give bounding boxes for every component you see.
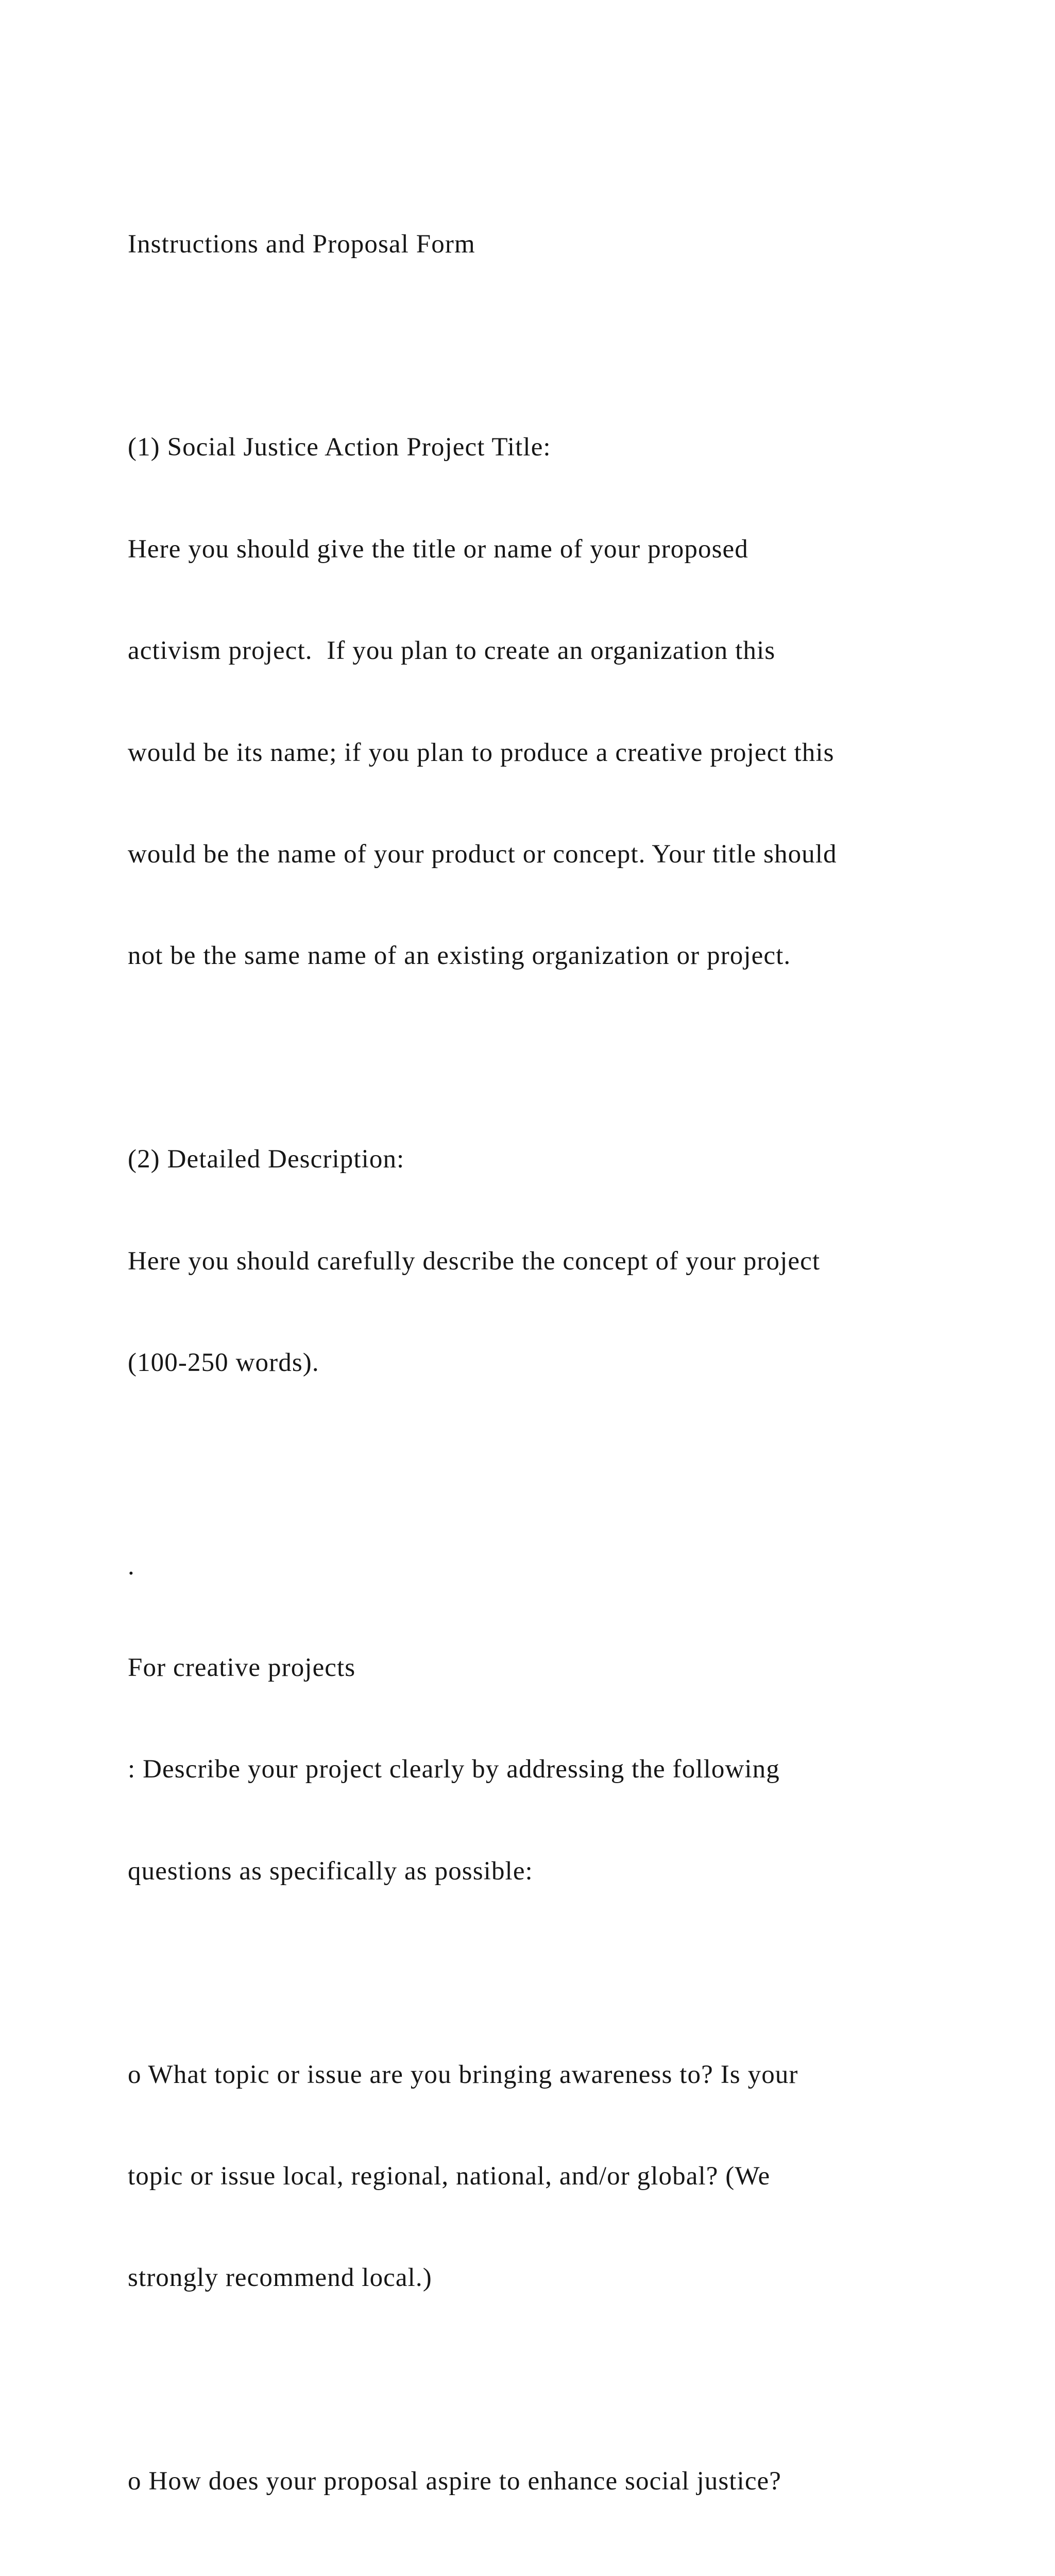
text-line: would be the name of your product or concept. Your title should <box>128 839 837 869</box>
section-heading-detailed-description: (2) Detailed Description: <box>128 1145 405 1174</box>
blank-line <box>128 329 973 363</box>
text-line: would be its name; if you plan to produce a creative project this <box>128 738 835 767</box>
text-line: Here you should carefully describe the concept of your project <box>128 1246 821 1276</box>
text-line: activism project. If you plan to create an organization this <box>128 636 776 666</box>
blank-line <box>128 1448 973 1482</box>
text-line: not be the same name of an existing organization or project. <box>128 941 791 971</box>
bullet-marker: . <box>128 1551 135 1581</box>
blank-line <box>128 1041 973 1075</box>
list-item-continuation: topic or issue local, regional, national, and/or global? (We <box>128 2162 771 2191</box>
blank-line <box>128 1956 973 1990</box>
list-item: o What topic or issue are you bringing awareness to? Is your <box>128 2060 798 2089</box>
subheading-creative-projects: For creative projects <box>128 1653 356 1683</box>
text-line: : Describe your project clearly by addressing the following <box>128 1755 780 1784</box>
text-line: Here you should give the title or name of your proposed <box>128 534 748 564</box>
document-body <box>128 160 973 2576</box>
blank-line <box>128 2363 973 2397</box>
list-item: o How does your proposal aspire to enhance social justice? <box>128 2467 782 2496</box>
text-line: (100-250 words). <box>128 1348 319 1377</box>
list-item-continuation: strongly recommend local.) <box>128 2263 432 2293</box>
section-heading-project-title: (1) Social Justice Action Project Title: <box>128 433 551 462</box>
text-line: questions as specifically as possible: <box>128 1856 533 1886</box>
document-title: Instructions and Proposal Form <box>128 229 475 259</box>
blank-line <box>128 2567 973 2576</box>
